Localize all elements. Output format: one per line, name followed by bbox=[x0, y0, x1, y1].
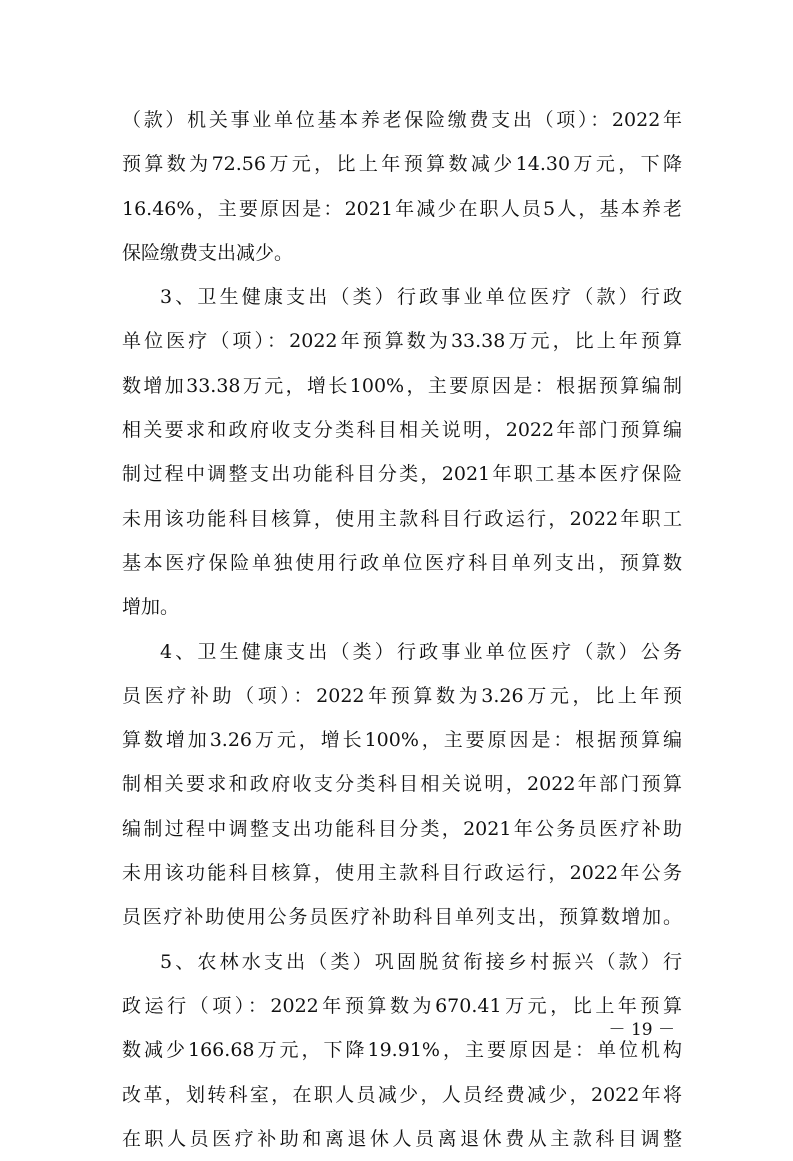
text-line: 未用该功能科目核算，使用主款科目行政运行，2022年公务 bbox=[122, 862, 682, 885]
text-line: 制过程中调整支出功能科目分类，2021年职工基本医疗保险 bbox=[122, 463, 682, 486]
page-number: － 19 － bbox=[608, 1020, 675, 1040]
text-line: 预算数为72.56万元，比上年预算数减少14.30万元，下降 bbox=[122, 153, 682, 176]
text-line: 政运行（项）：2022年预算数为670.41万元，比上年预算 bbox=[122, 994, 682, 1017]
text-line: 改革，划转科室，在职人员减少，人员经费减少，2022年将 bbox=[122, 1083, 682, 1106]
text-line: 单位医疗（项）：2022年预算数为33.38万元，比上年预算 bbox=[122, 330, 682, 353]
text-line: 增加。 bbox=[122, 596, 180, 619]
text-line: 数减少166.68万元，下降19.91%，主要原因是：单位机构 bbox=[122, 1039, 682, 1062]
text-line: 5、农林水支出（类）巩固脱贫衔接乡村振兴（款）行 bbox=[160, 950, 682, 973]
text-line: 制相关要求和政府收支分类科目相关说明，2022年部门预算 bbox=[122, 773, 682, 796]
text-line: 员医疗补助使用公务员医疗补助科目单列支出，预算数增加。 bbox=[122, 906, 682, 929]
text-line: 16.46%，主要原因是：2021年减少在职人员5人，基本养老 bbox=[122, 197, 682, 220]
text-line: 数增加33.38万元，增长100%，主要原因是：根据预算编制 bbox=[122, 374, 682, 397]
text-line: 未用该功能科目核算，使用主款科目行政运行，2022年职工 bbox=[122, 507, 682, 530]
text-line: 3、卫生健康支出（类）行政事业单位医疗（款）行政 bbox=[160, 286, 682, 309]
text-line: 保险缴费支出减少。 bbox=[122, 241, 294, 264]
body-text bbox=[122, 98, 682, 1161]
text-line: 相关要求和政府收支分类科目相关说明，2022年部门预算编 bbox=[122, 419, 682, 442]
text-line: 在职人员医疗补助和离退休人员离退休费从主款科目调整 bbox=[122, 1127, 682, 1150]
text-line: 算数增加3.26万元，增长100%，主要原因是：根据预算编 bbox=[122, 729, 682, 752]
text-line: （款）机关事业单位基本养老保险缴费支出（项）：2022年 bbox=[122, 109, 682, 131]
text-line: 4、卫生健康支出（类）行政事业单位医疗（款）公务 bbox=[160, 640, 682, 663]
text-line: 编制过程中调整支出功能科目分类，2021年公务员医疗补助 bbox=[122, 817, 682, 840]
text-line: 员医疗补助（项）：2022年预算数为3.26万元，比上年预 bbox=[122, 684, 682, 707]
text-line: 基本医疗保险单独使用行政单位医疗科目单列支出，预算数 bbox=[122, 551, 682, 574]
